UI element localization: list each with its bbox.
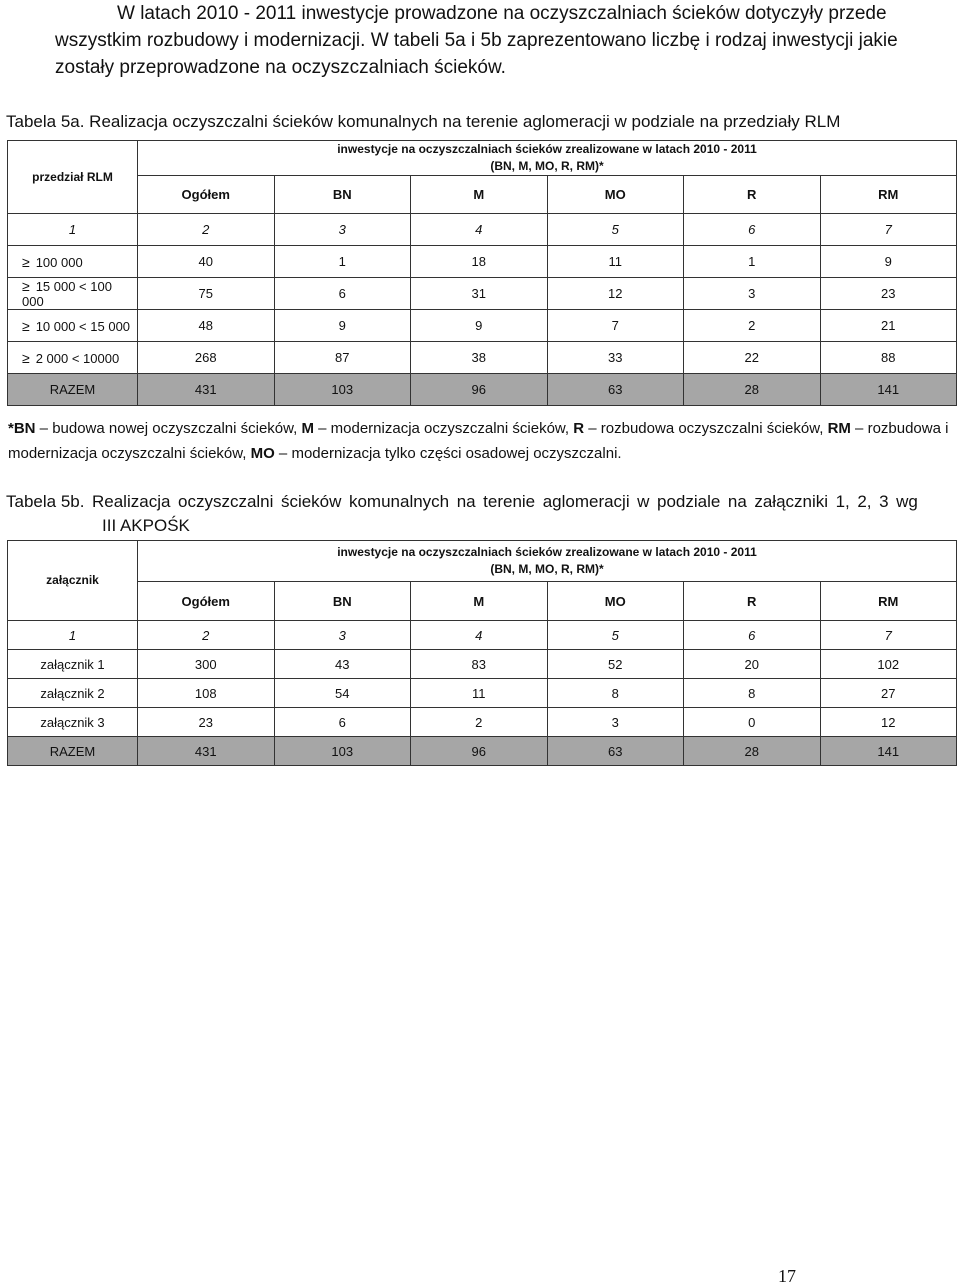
- cell-value: 40: [138, 246, 275, 278]
- row-label: załącznik 2: [8, 679, 138, 708]
- column-header: MO: [547, 582, 684, 621]
- column-number: 2: [138, 621, 275, 650]
- column-number: 6: [684, 214, 821, 246]
- table-total-row: [8, 737, 957, 766]
- cell-value: 12: [820, 708, 957, 737]
- column-header: Ogółem: [138, 176, 275, 214]
- cell-value: 1: [274, 246, 411, 278]
- table-row: [8, 310, 957, 342]
- total-value: 96: [411, 737, 548, 766]
- cell-value: 33: [547, 342, 684, 374]
- caption-word: terenie: [483, 492, 536, 511]
- cell-value: 2: [684, 310, 821, 342]
- table-5a-group-header-line2: (BN, M, MO, R, RM)*: [490, 159, 604, 173]
- table-5b-caption-line1: [6, 490, 918, 514]
- caption-word: aglomeracji: [542, 492, 630, 511]
- total-value: 431: [138, 737, 275, 766]
- row-label: załącznik 1: [8, 650, 138, 679]
- table-row: [8, 708, 957, 737]
- cell-value: 20: [684, 650, 821, 679]
- cell-value: 9: [411, 310, 548, 342]
- table-5b-group-header-line1: inwestycje na oczyszczalniach ścieków zrealizowane w latach 2010 - 2011: [337, 545, 757, 559]
- caption-word: komunalnych: [348, 492, 450, 511]
- table-5b-group-header-line2: (BN, M, MO, R, RM)*: [490, 562, 604, 576]
- footnote-term: *BN: [8, 420, 36, 437]
- table-5a-header-row: [8, 141, 957, 176]
- cell-value: 11: [547, 246, 684, 278]
- column-number: 1: [8, 214, 138, 246]
- cell-value: 102: [820, 650, 957, 679]
- column-header: MO: [547, 176, 684, 214]
- row-label: [8, 310, 138, 342]
- footnote-term: RM: [827, 420, 851, 437]
- caption-word: wg: [896, 492, 918, 511]
- total-value: 28: [684, 374, 821, 406]
- column-header: Ogółem: [138, 582, 275, 621]
- cell-value: 31: [411, 278, 548, 310]
- cell-value: 9: [274, 310, 411, 342]
- footnote-text: – budowa nowej oczyszczalni ścieków,: [35, 420, 302, 437]
- table-5a-row-header: przedział RLM: [8, 141, 138, 214]
- cell-value: 18: [411, 246, 548, 278]
- column-number: 1: [8, 621, 138, 650]
- table-row: [8, 650, 957, 679]
- caption-word: oczyszczalni: [177, 492, 274, 511]
- cell-value: 21: [820, 310, 957, 342]
- greater-equal-symbol: ≥: [22, 317, 30, 334]
- total-value: 141: [820, 737, 957, 766]
- cell-value: 11: [411, 679, 548, 708]
- table-5a: [7, 140, 957, 406]
- intro-paragraph: [55, 0, 925, 81]
- footnote-text: – modernizacja tylko części osadowej oczyszczalni.: [274, 445, 622, 462]
- column-header: RM: [820, 582, 957, 621]
- caption-word: załączniki: [754, 492, 829, 511]
- total-label: RAZEM: [8, 737, 138, 766]
- cell-value: 52: [547, 650, 684, 679]
- footnote-text: – rozbudowa i modernizacja oczyszczalni ścieków,: [8, 420, 949, 462]
- cell-value: 23: [820, 278, 957, 310]
- column-header: R: [684, 176, 821, 214]
- cell-value: 7: [547, 310, 684, 342]
- total-value: 103: [274, 374, 411, 406]
- cell-value: 87: [274, 342, 411, 374]
- cell-value: 88: [820, 342, 957, 374]
- footnote-term: R: [573, 420, 585, 437]
- greater-equal-symbol: ≥: [22, 253, 30, 270]
- caption-word: 1,: [835, 492, 850, 511]
- total-value: 96: [411, 374, 548, 406]
- total-value: 103: [274, 737, 411, 766]
- caption-word: podziale: [657, 492, 721, 511]
- cell-value: 54: [274, 679, 411, 708]
- column-number: 3: [274, 214, 411, 246]
- row-label-text: 10 000 < 15 000: [35, 318, 131, 334]
- total-label: RAZEM: [8, 374, 138, 406]
- column-number: 5: [547, 214, 684, 246]
- column-header: M: [411, 582, 548, 621]
- cell-value: 6: [274, 278, 411, 310]
- caption-word: w: [637, 492, 650, 511]
- column-header: M: [411, 176, 548, 214]
- table-5a-group-header-line1: inwestycje na oczyszczalniach ścieków zrealizowane w latach 2010 - 2011: [337, 142, 757, 156]
- cell-value: 268: [138, 342, 275, 374]
- cell-value: 8: [547, 679, 684, 708]
- column-header: RM: [820, 176, 957, 214]
- greater-equal-symbol: ≥: [22, 278, 30, 294]
- footnote-term: MO: [250, 445, 275, 462]
- column-number: 7: [820, 214, 957, 246]
- table-5b-row-header: załącznik: [8, 541, 138, 621]
- column-number: 5: [547, 621, 684, 650]
- greater-equal-symbol: ≥: [22, 349, 30, 366]
- total-value: 431: [138, 374, 275, 406]
- cell-value: 2: [411, 708, 548, 737]
- table-5a-group-header: [138, 141, 957, 176]
- cell-value: 23: [138, 708, 275, 737]
- caption-word: Tabela 5b.: [6, 492, 85, 511]
- table-5a-column-headers: [8, 176, 957, 214]
- column-number: 3: [274, 621, 411, 650]
- cell-value: 22: [684, 342, 821, 374]
- abbreviation-footnote: [8, 416, 953, 466]
- cell-value: 9: [820, 246, 957, 278]
- cell-value: 48: [138, 310, 275, 342]
- cell-value: 38: [411, 342, 548, 374]
- table-row: [8, 246, 957, 278]
- column-number: 4: [411, 214, 548, 246]
- table-5b-caption: [6, 490, 918, 538]
- caption-word: Realizacja: [92, 492, 171, 511]
- total-value: 28: [684, 737, 821, 766]
- cell-value: 43: [274, 650, 411, 679]
- page-number: 17: [778, 1266, 796, 1286]
- column-number: 2: [138, 214, 275, 246]
- table-row: [8, 342, 957, 374]
- table-5a-caption: Tabela 5a. Realizacja oczyszczalni ścieków komunalnych na terenie aglomeracji w podziale na przedziały RLM: [6, 112, 841, 131]
- row-label: załącznik 3: [8, 708, 138, 737]
- caption-word: 3: [879, 492, 889, 511]
- row-label-text: 15 000 < 100 000: [22, 279, 112, 309]
- cell-value: 108: [138, 679, 275, 708]
- row-label: [8, 342, 138, 374]
- table-5b-column-headers: [8, 582, 957, 621]
- cell-value: 12: [547, 278, 684, 310]
- cell-value: 0: [684, 708, 821, 737]
- row-label-text: 2 000 < 10000: [35, 350, 120, 366]
- row-label: [8, 246, 138, 278]
- cell-value: 75: [138, 278, 275, 310]
- footnote-text: – rozbudowa oczyszczalni ścieków,: [584, 420, 828, 437]
- table-5b-caption-line2: III AKPOŚK: [102, 516, 190, 535]
- cell-value: 83: [411, 650, 548, 679]
- caption-word: na: [727, 492, 747, 511]
- caption-word: na: [456, 492, 476, 511]
- cell-value: 3: [684, 278, 821, 310]
- caption-word: ścieków: [280, 492, 342, 511]
- row-label: [8, 278, 138, 310]
- table-row: [8, 278, 957, 310]
- cell-value: 8: [684, 679, 821, 708]
- intro-line-3: zostały przeprowadzone na oczyszczalniach ścieków.: [55, 57, 506, 78]
- caption-word: 2,: [857, 492, 872, 511]
- total-value: 63: [547, 374, 684, 406]
- intro-line-1: W latach 2010 - 2011 inwestycje prowadzone na oczyszczalniach ścieków dotyczyły przede: [117, 3, 887, 24]
- column-header: R: [684, 582, 821, 621]
- table-5a-numbering-row: [8, 214, 957, 246]
- table-row: [8, 679, 957, 708]
- total-value: 141: [820, 374, 957, 406]
- row-label-text: 100 000: [35, 254, 83, 270]
- cell-value: 300: [138, 650, 275, 679]
- cell-value: 3: [547, 708, 684, 737]
- cell-value: 1: [684, 246, 821, 278]
- table-5b: [7, 540, 957, 766]
- table-5b-numbering-row: [8, 621, 957, 650]
- intro-line-2: wszystkim rozbudowy i modernizacji. W tabeli 5a i 5b zaprezentowano liczbę i rodzaj inwestycji jakie: [55, 30, 898, 51]
- cell-value: 6: [274, 708, 411, 737]
- column-header: BN: [274, 582, 411, 621]
- column-header: BN: [274, 176, 411, 214]
- footnote-text: – modernizacja oczyszczalni ścieków,: [313, 420, 574, 437]
- column-number: 4: [411, 621, 548, 650]
- cell-value: 27: [820, 679, 957, 708]
- table-total-row: [8, 374, 957, 406]
- column-number: 6: [684, 621, 821, 650]
- footnote-term: M: [301, 420, 314, 437]
- total-value: 63: [547, 737, 684, 766]
- column-number: 7: [820, 621, 957, 650]
- table-5b-header-row: [8, 541, 957, 582]
- table-5b-group-header: [138, 541, 957, 582]
